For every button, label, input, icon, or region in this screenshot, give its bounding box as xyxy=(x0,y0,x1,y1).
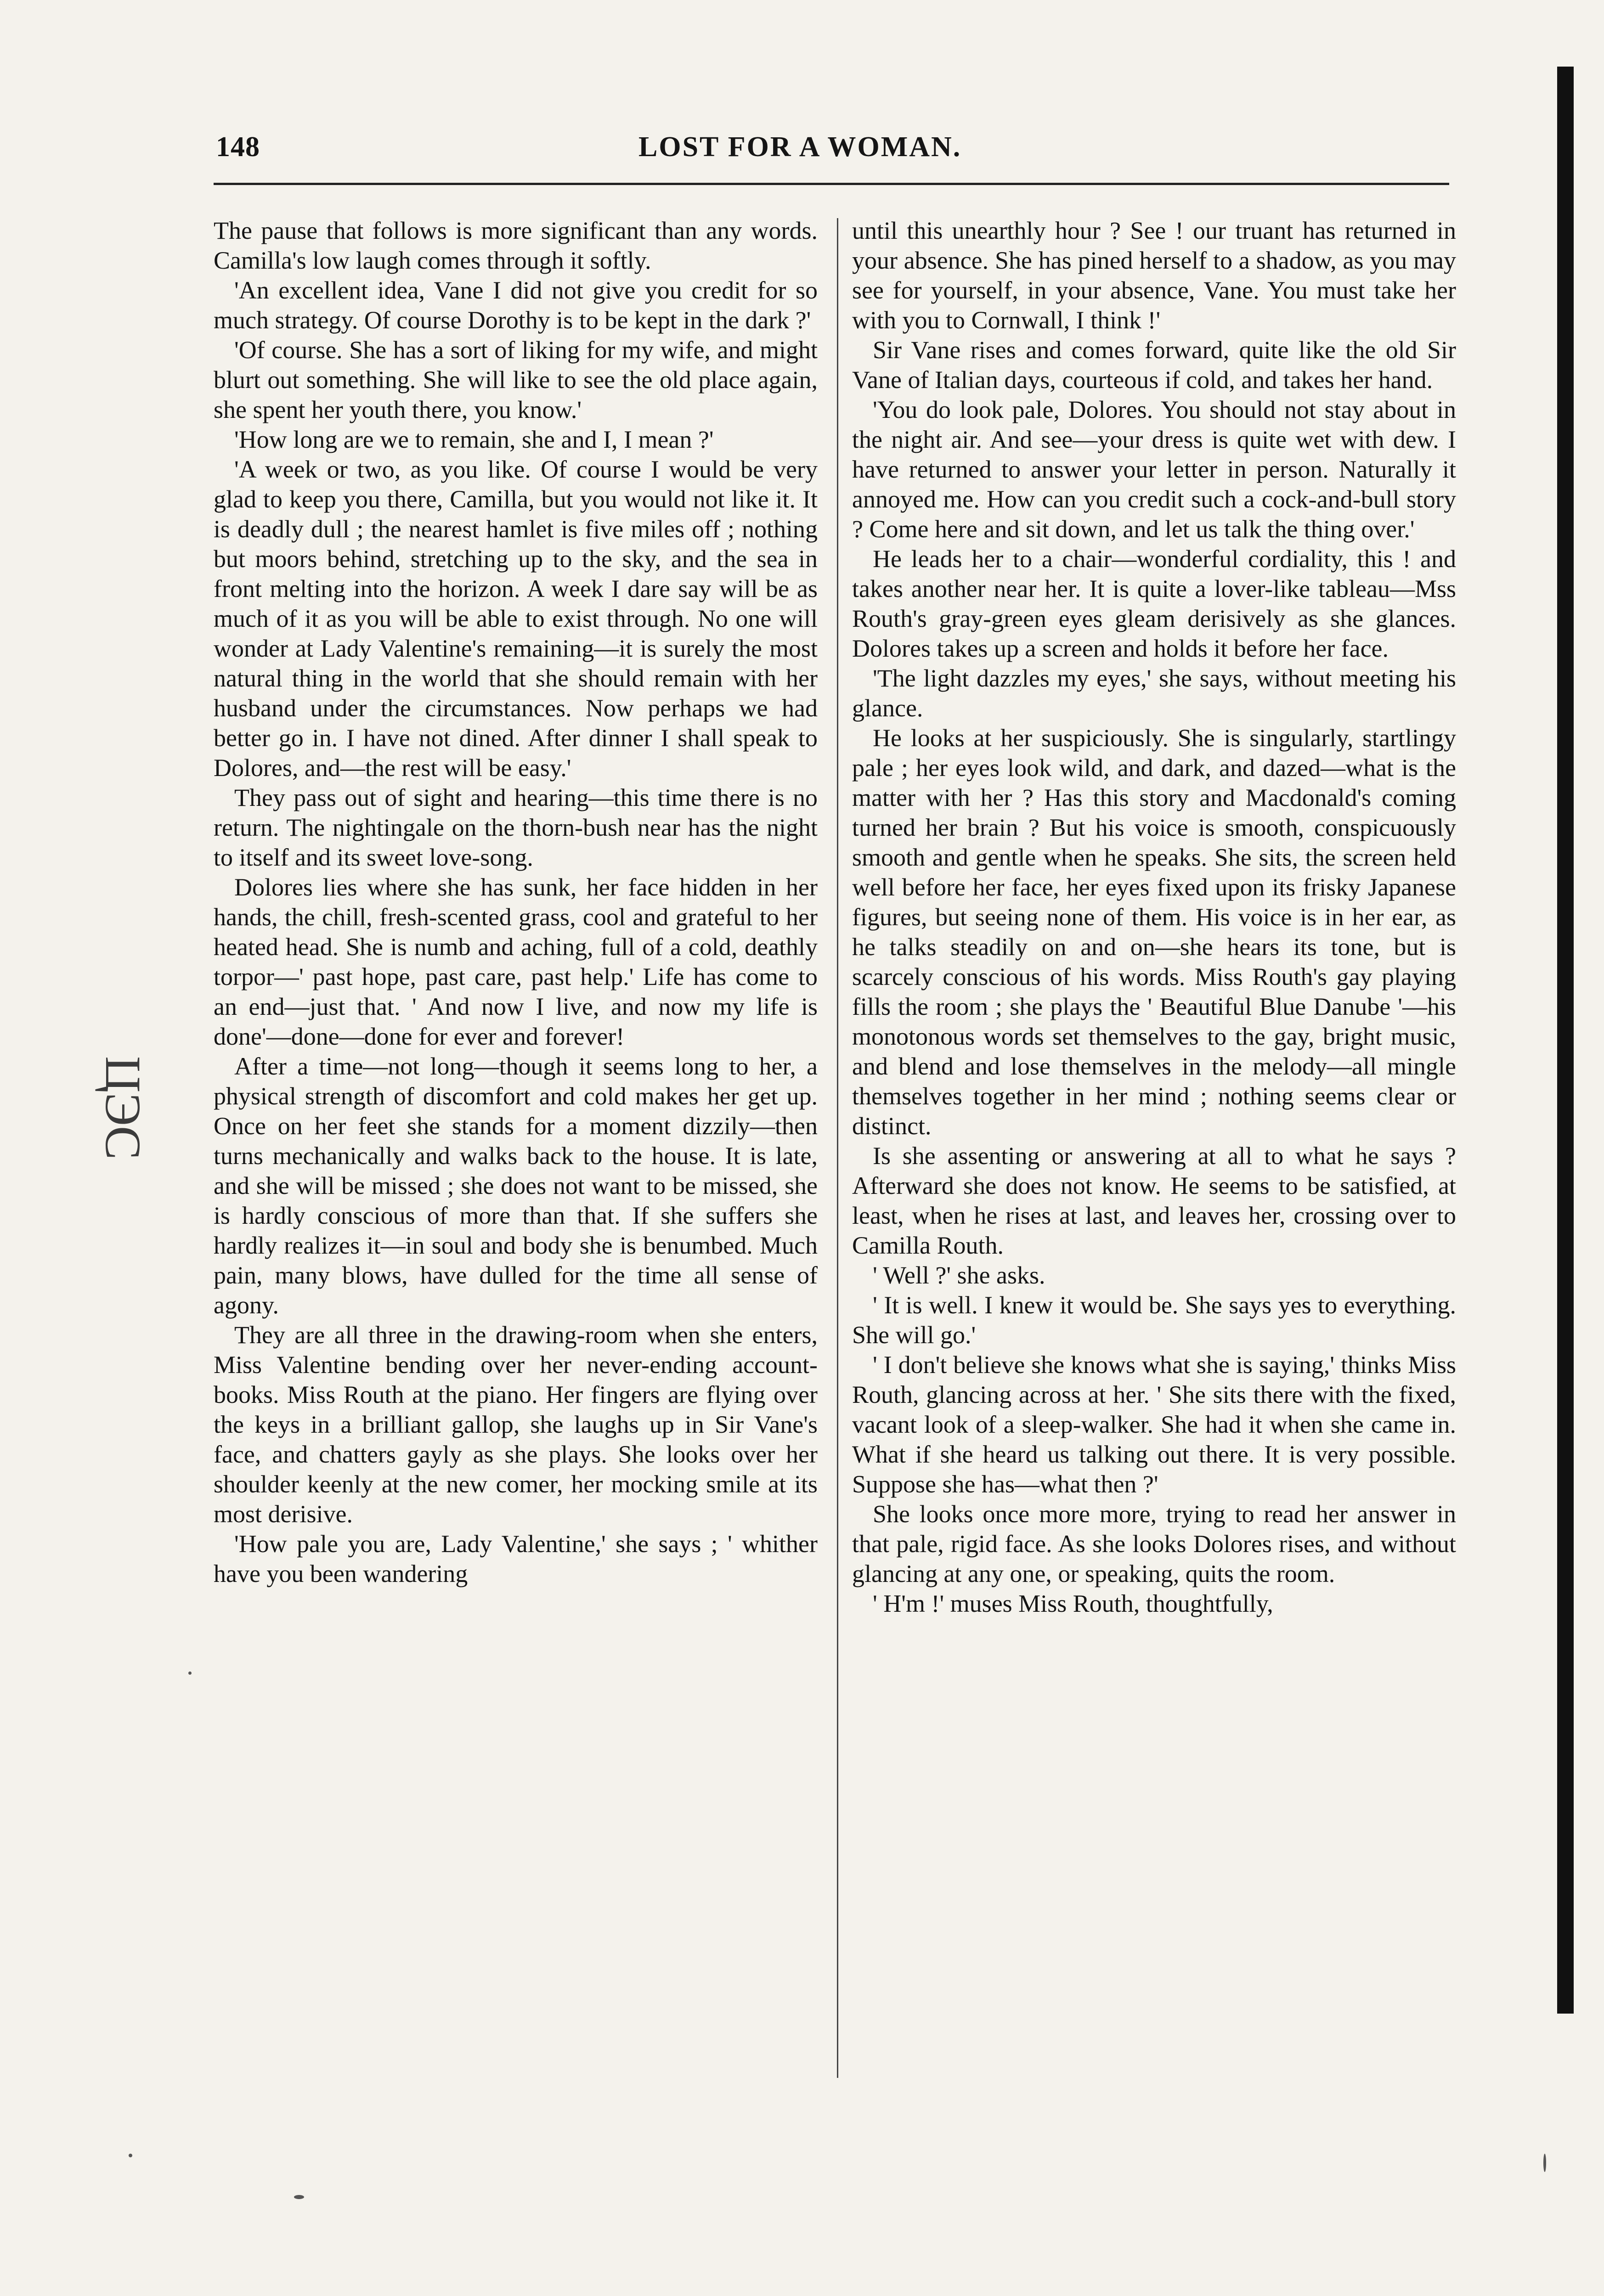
paragraph: until this unearthly hour ? See ! our truant has returned in your absence. She has pined herself to a shadow, as you may see for yourself, in your absence, Vane. You must take her with you to Cornwall, I think !' xyxy=(852,217,1456,334)
ink-speck xyxy=(129,2154,132,2157)
paragraph: ' I don't believe she knows what she is saying,' thinks Miss Routh, glancing across at her. ' She sits there with the fixed, vacant look of a sleep-walker. She had it when she came in. What if she heard us talking out there. It is very possible. Suppose she has—what then ?' xyxy=(852,1351,1456,1498)
header-rule xyxy=(214,183,1449,185)
paragraph: 'How long are we to remain, she and I, I mean ?' xyxy=(234,426,714,453)
paragraph: 'Of course. She has a sort of liking for my wife, and might blurt out something. She will like to see the old place again, she spent her youth there, you know.' xyxy=(214,336,818,423)
column-divider xyxy=(837,218,838,2078)
ink-speck xyxy=(188,1671,192,1675)
paragraph: She looks once more more, trying to read her answer in that pale, rigid face. As she looks Dolores rises, and without glancing at any one, or speaking, quits the room. xyxy=(852,1500,1456,1587)
paragraph: They pass out of sight and hearing—this time there is no return. The nightingale on the thorn-bush near has the night to itself and its sweet love-song. xyxy=(214,784,818,871)
paragraph: They are all three in the drawing-room when she enters, Miss Valentine bending over her never-ending account-books. Miss Routh at the piano. Her fingers are flying over the keys in a brilliant gallop, she laughs up in Sir Vane's face, and chatters gayly as she plays. She looks over her shoulder keenly at the new comer, her mocking smile at its most derisive. xyxy=(214,1321,818,1528)
paragraph: ' Well ?' she asks. xyxy=(873,1261,1045,1289)
paragraph: Is she assenting or answering at all to what he says ? Afterward she does not know. He seems to be satisfied, at least, when he rises at last, and leaves her, crossing over to Camilla Routh. xyxy=(852,1142,1456,1259)
paragraph: He looks at her suspiciously. She is singularly, startlingy pale ; her eyes look wild, and dark, and dazed—what is the matter with her ? Has this story and Macdonald's coming turned her brain ? But his voice is smooth, conspicuously smooth and gentle when he speaks. She sits, the screen held well before her face, her eyes fixed upon its frisky Japanese figures, but seeing none of them. His voice is in her ear, as he talks steadily on and on—she hears its tone, but is scarcely conscious of his words. Miss Routh's gay playing fills the room ; she plays the ' Beautiful Blue Danube '—his monotonous words set themselves to the gay, bright music, and blend and lose themselves in the melody—all mingle themselves together in her mind ; nothing seems clear or distinct. xyxy=(852,724,1456,1140)
left-column xyxy=(214,216,818,1589)
page-number: 148 xyxy=(216,131,260,163)
paragraph: 'An excellent idea, Vane I did not give you credit for so much strategy. Of course Dorothy is to be kept in the dark ?' xyxy=(214,276,818,334)
paragraph: The pause that follows is more significant than any words. Camilla's low laugh comes through it softly. xyxy=(214,217,818,274)
page-edge-shadow xyxy=(1557,67,1574,2014)
paragraph: 'The light dazzles my eyes,' she says, without meeting his glance. xyxy=(852,664,1456,722)
paragraph: He leads her to a chair—wonderful cordiality, this ! and takes another near her. It is quite a lover-like tableau—Mss Routh's gray-green eyes gleam derisively as she glances. Dolores takes up a screen and holds it before her face. xyxy=(852,545,1456,662)
paragraph: ' H'm !' muses Miss Routh, thoughtfully, xyxy=(873,1590,1273,1617)
running-title: LOST FOR A WOMAN. xyxy=(638,131,962,163)
paragraph: 'A week or two, as you like. Of course I would be very glad to keep you there, Camilla, but you would not like it. It is deadly dull ; the nearest hamlet is five miles off ; nothing but moors behind, stretching up to the sky, and the sea in front melting into the horizon. A week I dare say will be as much of it as you will be able to exist through. No one will wonder at Lady Valentine's remaining—it is surely the most natural thing in the world that she should remain with her husband under the circumstances. Now perhaps we had better go in. I have not dined. After dinner I shall speak to Dolores, and—the rest will be easy.' xyxy=(214,456,818,782)
paragraph: ' It is well. I knew it would be. She says yes to everything. She will go.' xyxy=(852,1291,1456,1349)
right-column xyxy=(852,216,1456,1619)
paragraph: 'How pale you are, Lady Valentine,' she says ; ' whither have you been wandering xyxy=(214,1530,818,1587)
paragraph: Sir Vane rises and comes forward, quite like the old Sir Vane of Italian days, courteous if cold, and takes her hand. xyxy=(852,336,1456,394)
ink-speck xyxy=(294,2195,304,2199)
paragraph: After a time—not long—though it seems long to her, a physical strength of discomfort and cold makes her get up. Once on her feet she stands for a moment dizzily—then turns mechanically and walks back to the house. It is late, and she will be missed ; she does not want to be missed, she is hardly conscious of more than that. If she suffers she hardly realizes it—in soul and body she is benumbed. Much pain, many blows, have dulled for the time all sense of agony. xyxy=(214,1052,818,1319)
ink-speck xyxy=(1543,2154,1546,2172)
paragraph: Dolores lies where she has sunk, her face hidden in her hands, the chill, fresh-scented grass, cool and grateful to her heated head. She is numb and aching, full of a cold, deathly torpor—' past hope, past care, past help.' Life has come to an end—just that. ' And now I live, and now my life is done'—done—done for ever and forever! xyxy=(214,873,818,1050)
margin-stamp: ЦЭС xyxy=(95,1056,151,1160)
paragraph: 'You do look pale, Dolores. You should not stay about in the night air. And see—your dress is quite wet with dew. I have returned to answer your letter in person. Naturally it annoyed me. How can you credit such a cock-and-bull story ? Come here and sit down, and let us talk the thing over.' xyxy=(852,396,1456,543)
